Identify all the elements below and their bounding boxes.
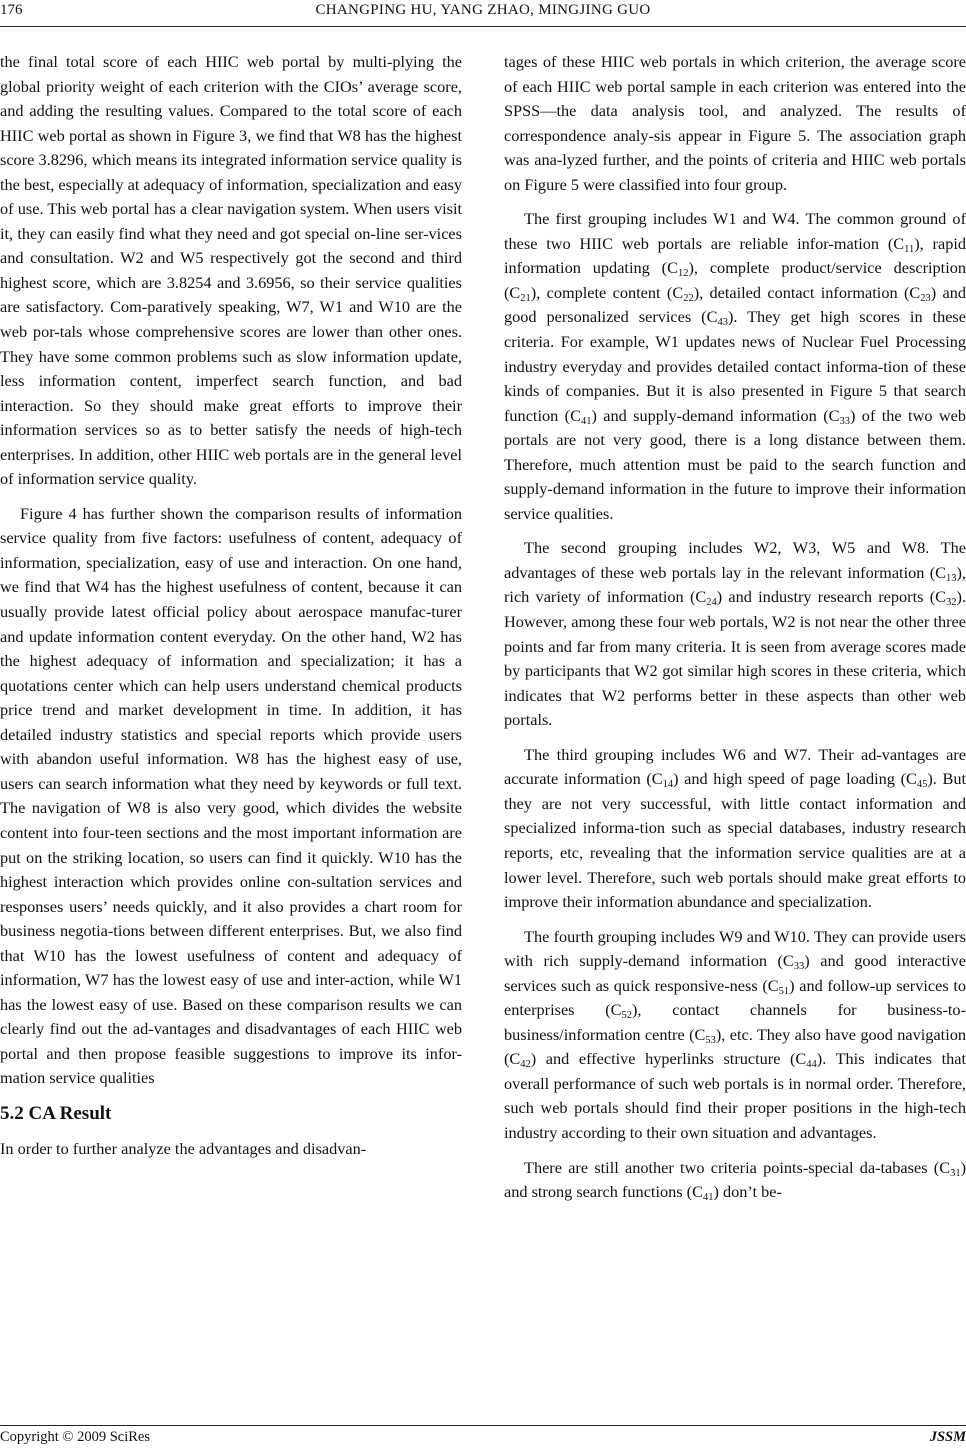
- header-rule: [0, 26, 966, 27]
- paragraph-second-grouping: The second grouping includes W2, W3, W5 and W8. The advantages of these web portals lay in the relevant information $(C_{13})$, rich variety of information $(C_{24})$ and industry research reports $(C_{32})$. However, among these four web portals, W2 is not near the other three points and far from many criteria. It is seen from average scores made by participants that W2 got similar high scores in these criteria, which indicates that W2 performs better in these aspects than other web portals.: [504, 538, 966, 730]
- journal-name: JSSM: [929, 1429, 966, 1445]
- page-header: [0, 0, 966, 26]
- paragraph-fourth-grouping: The fourth grouping includes W9 and W10. They can provide users with rich supply-demand information $(C_{33})$ and good interactive services such as quick responsive-ness $(C_{51})$ and follow-up services to enterprises $(C_{52})$, contact channels for business-to-business/information centre $(C_{53})$, etc. They also have good navigation $(C_{42})$ and effective hyperlinks structure $(C_{44})$. This indicates that overall performance of such web portals is in normal order. Therefore, such web portals should find their proper positions in the high-tech industry according to their own situation and advantages.: [504, 926, 966, 1142]
- running-head-authors: CHANGPING HU, YANG ZHAO, MINGJING GUO: [315, 2, 651, 18]
- paragraph: In order to further analyze the advantages and disadvan-: [0, 1138, 367, 1158]
- section-heading: 5.2 CA Result: [0, 1102, 112, 1124]
- left-column: [0, 50, 462, 1422]
- paragraph-remaining-criteria: There are still another two criteria points-special da-tabases $(C_{31})$ and strong search functions $(C_{41})$ don’t be-: [504, 1157, 966, 1204]
- page-number: 176: [0, 2, 23, 18]
- right-column: [504, 50, 966, 1422]
- copyright-notice: Copyright © 2009 SciRes: [0, 1429, 150, 1445]
- paragraph-third-grouping: The third grouping includes W6 and W7. Their ad-vantages are accurate information $(C_{14})$ and high speed of page loading $(C_{45})$. But they are not very successful, with little contact information and specialized informa-tion such as special databases, industry research reports, etc, revealing that the information service qualities are at a lower level. Therefore, such web portals should make great efforts to improve their information abundance and specialization.: [504, 744, 966, 912]
- footer-rule: [0, 1425, 966, 1426]
- paragraph-first-grouping: The first grouping includes W1 and W4. The common ground of these two HIIC web portals are reliable infor-mation $(C_{11})$, rapid information updating $(C_{12})$, complete product/service description $(C_{21})$, complete content $(C_{22})$, detailed contact information $(C_{23})$ and good personalized services $(C_{43})$. They get high scores in these criteria. For example, W1 updates news of Nuclear Fuel Processing industry everyday and provides detailed contact informa-tion of these kinds of companies. But it is also presented in Figure 5 that search function $(C_{41})$ and supply-demand information $(C_{33})$ of the two web portals are not very good, there is a long distance between them. Therefore, much attention must be paid to the search function and supply-demand information in the future to improve their information service qualities.: [504, 209, 966, 523]
- paragraph: the final total score of each HIIC web portal by multi-plying the global priority weight of each criterion with the CIOs’ average score, and adding the resulting values. Compared to the total score of each HIIC web portal as shown in Figure 3, we find that W8 has the highest score 3.8296, which means its integrated information service quality is the best, especially at adequacy of information, specialization and easy of use. This web portal has a clear navigation system. When users visit it, they can easily find what they need and got special on-line ser-vices and consultation. W2 and W5 respectively got the second and third highest score, which are 3.8254 and 3.6956, so their service qualities are satisfactory. Com-paratively speaking, W7, W1 and W10 are the web por-tals whose comprehensive scores are lower than other ones. They have some common problems such as slow information update, less information content, imperfect search function, and bad interaction. So they should make great efforts to improve their information services so as to better satisfy the needs of high-tech enterprises. In addition, other HIIC web portals are in the general level of information service quality.: [0, 52, 462, 489]
- paragraph: tages of these HIIC web portals in which criterion, the average score of each HIIC web portal sample in each criterion was entered into the SPSS—the data analysis tool, and analyzed. The results of correspondence analy-sis appear in Figure 5. The association graph was ana-lyzed further, and the points of criteria and HIIC web portals on Figure 5 were classified into four group.: [504, 52, 966, 194]
- paragraph: Figure 4 has further shown the comparison results of information service quality from five factors: usefulness of content, adequacy of information, specialization, easy of use and interaction. On one hand, we find that W4 has the highest usefulness of content, because it can usually provide latest official policy about aerospace manufac-turer and update information content everyday. On the other hand, W2 has the highest adequacy of information and specialization; it has a quotations center which can help users understand chemical products price trend and market development in time. In addition, it has detailed industry statistics and special reports which provide users with abandon useful information. W8 has the highest easy of use, users can search information what they need by keywords or full text. The navigation of W8 is also very good, which divides the website content into four-teen sections and the most important information are put on the striking location, so users can find it quickly. W10 has the highest interaction which provides online con-sultation services and responses users’ needs quickly, and it also provides a chart room for business negotia-tions between different enterprises. But, we also find that W10 has the lowest usefulness of content and adequacy of information, W7 has the lowest easy of use and inter-action, while W1 has the lowest easy of use. Based on these comparison results we can clearly find out the ad-vantages and disadvantages of each HIIC web portal and then propose feasible suggestions to improve its infor-mation service qualities: [0, 503, 462, 1088]
